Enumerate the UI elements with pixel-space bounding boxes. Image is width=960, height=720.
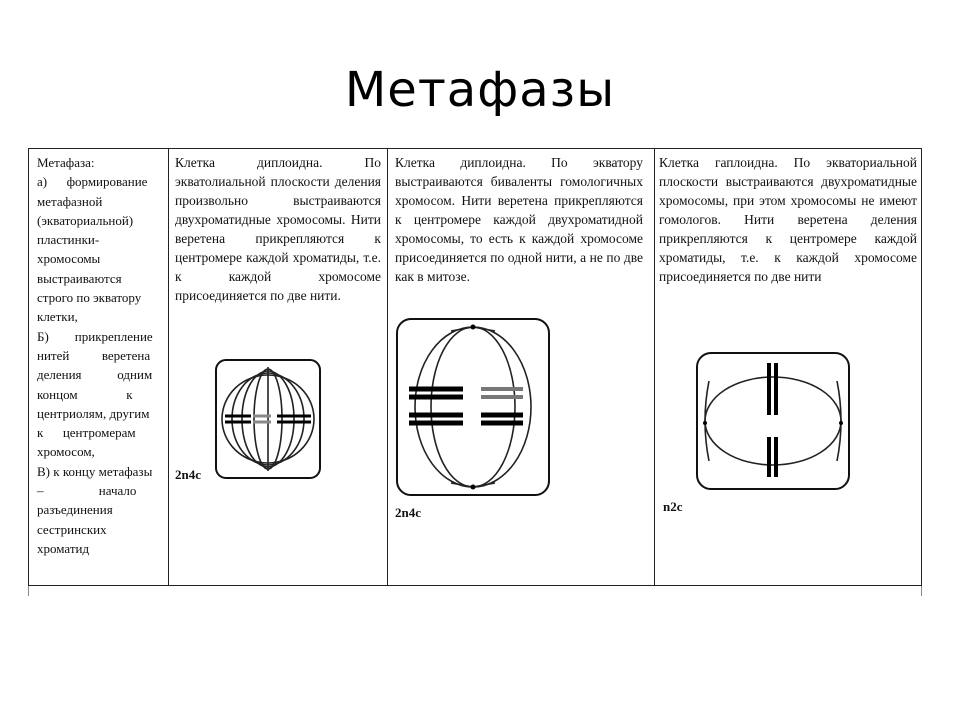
description-line: Метафаза: <box>37 155 95 170</box>
slide-title: Метафазы <box>344 62 616 118</box>
description-line: а) формирование <box>37 174 148 190</box>
ploidy-label: 2n4c <box>395 505 421 520</box>
description-line: центриолям, другим <box>37 405 150 421</box>
description-line: сестринских <box>37 521 107 537</box>
description-line: к центромерам <box>37 425 136 441</box>
ploidy-label: n2c <box>663 499 683 514</box>
description-line: хромосом, <box>37 444 95 460</box>
description-line: хроматид <box>37 540 90 556</box>
description-line: метафазной <box>37 193 103 209</box>
meiosis-i-description: Клетка диплоидна. По экватору выстраиваются биваленты гомологичных хромосом. Нити веретена прикрепляются к центромере каждой двухроматидной хромосомы, то есть к каждой хромосоме присоединяется по одной нити, а не по две как в митозе. <box>395 155 643 284</box>
meiosis-ii-description: Клетка гаплоидна. По экваториальной плоскости выстраиваются двухроматидные хромосомы, при этом хромосомы не имеют гомологов. Нити веретена деления прикрепляются к центромере каждой хроматиды, т.е. к каждой хромосоме присоединяется по две нити <box>659 155 917 284</box>
mitosis-description: Клетка диплоидна. По экватолиальной плоскости деления произвольно выстраиваются двухроматидные хромосомы. Нити веретена прикрепляются к центромере каждой хроматиды, т.е. к каждой хромосоме присоединяется по две нити. <box>175 155 381 303</box>
meiosis-ii-metaphase-diagram <box>695 351 851 491</box>
description-line: хромосомы <box>37 251 101 267</box>
meiosis-i-metaphase-diagram <box>395 317 551 497</box>
description-line: В) к концу метафазы <box>37 463 153 479</box>
table-continuation <box>28 586 922 596</box>
column-divider <box>387 149 388 585</box>
description-line: выстраиваются <box>37 270 122 286</box>
description-line: разъединения <box>37 502 113 518</box>
description-line: деления одним <box>37 367 153 383</box>
description-line: пластинки- <box>37 232 100 248</box>
description-line: клетки, <box>37 309 78 325</box>
description-line: Б) прикрепление <box>37 328 153 344</box>
description-line: – начало <box>37 483 137 499</box>
ploidy-label: 2n4c <box>175 467 201 482</box>
mitosis-metaphase-diagram <box>215 359 321 479</box>
description-line: нитей веретена <box>37 347 151 363</box>
description-line: концом к <box>37 386 133 402</box>
description-line: строго по экватору <box>37 290 142 306</box>
description-line: (экваториальной) <box>37 212 134 228</box>
metaphase-table <box>28 148 922 586</box>
column-divider <box>654 149 655 585</box>
metaphase-description <box>37 153 169 558</box>
